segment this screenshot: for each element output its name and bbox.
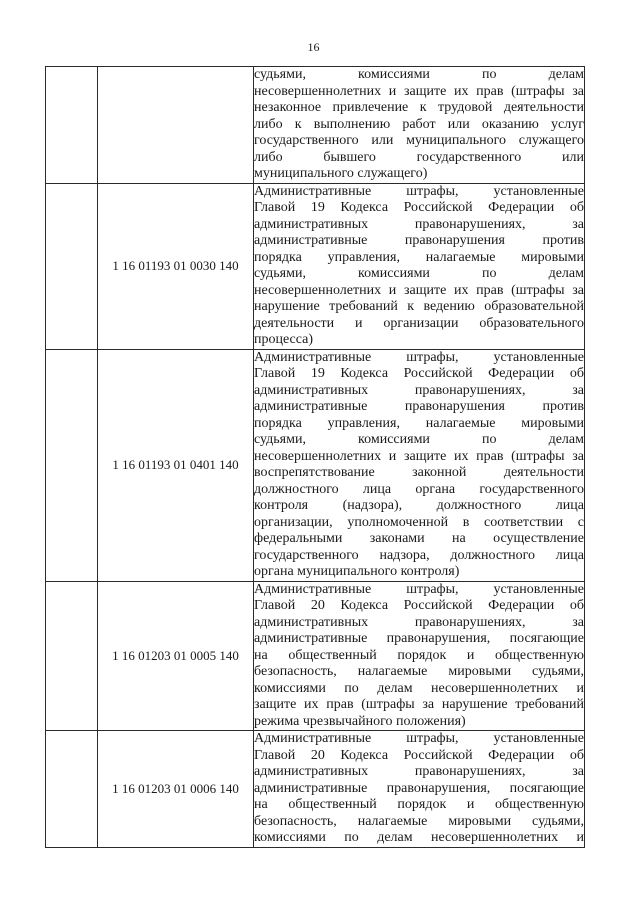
description-line: несовершеннолетних и защите их прав (штрафы за	[254, 448, 584, 464]
description-line: муниципального служащего)	[254, 166, 428, 181]
budget-code-cell: 1 16 01203 01 0006 140	[98, 731, 254, 848]
description-line: контроля (надзора), должностного лица	[254, 498, 584, 513]
description-line: воспрепятствование законной деятельности	[254, 465, 584, 480]
description-line: Административные штрафы, установленные	[254, 183, 584, 199]
description-line: Главой 19 Кодекса Российской Федерации об	[254, 200, 584, 215]
description-line: на общественный порядок и общественную	[254, 647, 584, 663]
row-number-cell	[46, 67, 98, 184]
row-number-cell	[46, 349, 98, 581]
description-line: судьями, комиссиями по делам	[254, 67, 584, 82]
table-row	[46, 67, 585, 184]
description-line: либо к выполнению работ или оказанию услуг	[254, 116, 584, 132]
description-cell	[254, 349, 585, 581]
description-line: судьями, комиссиями по делам	[254, 266, 584, 281]
row-number-cell	[46, 581, 98, 731]
description-line: нарушение требований к ведению образовательной	[254, 299, 584, 314]
budget-code-cell: 1 16 01193 01 0030 140	[98, 183, 254, 349]
budget-code-cell: 1 16 01193 01 0401 140	[98, 349, 254, 581]
table-row	[46, 349, 585, 581]
description-cell	[254, 183, 585, 349]
budget-classification-table	[45, 66, 585, 848]
description-line: Главой 20 Кодекса Российской Федерации об	[254, 747, 584, 763]
description-cell	[254, 581, 585, 731]
description-line: незаконное привлечение к трудовой деятельности	[254, 100, 584, 115]
description-line: защите их прав (штрафы за нарушение требований	[254, 697, 584, 712]
description-line: государственного надзора, должностного лица	[254, 547, 584, 563]
row-number-cell	[46, 731, 98, 848]
page-number: 16	[307, 40, 320, 54]
description-cell	[254, 731, 585, 848]
table-row	[46, 183, 585, 349]
table-row	[46, 731, 585, 848]
description-line: процесса)	[254, 332, 314, 347]
description-line: Административные штрафы, установленные	[254, 581, 584, 597]
budget-code-cell	[98, 67, 254, 184]
description-line: деятельности и организации образовательного	[254, 315, 584, 331]
description-line: органа муниципального контроля)	[254, 564, 460, 579]
description-line: административных правонарушениях, за	[254, 614, 584, 630]
description-line: Главой 19 Кодекса Российской Федерации об	[254, 366, 584, 381]
description-line: административных правонарушениях, за	[254, 216, 584, 232]
description-line: судьями, комиссиями по делам	[254, 432, 584, 447]
description-line: порядка управления, налагаемые мировыми	[254, 249, 584, 265]
description-line: должностного лица органа государственного	[254, 481, 584, 497]
budget-code-cell: 1 16 01203 01 0005 140	[98, 581, 254, 731]
description-line: государственного или муниципального служащего	[254, 133, 584, 148]
description-line: порядка управления, налагаемые мировыми	[254, 415, 584, 431]
description-line: административные правонарушения, посягающие	[254, 631, 584, 646]
description-line: федеральными законами на осуществление	[254, 531, 584, 546]
description-line: Административные штрафы, установленные	[254, 349, 584, 365]
description-line: безопасность, налагаемые мировыми судьями,	[254, 813, 584, 829]
description-line: административные правонарушения, посягающие	[254, 780, 584, 796]
table-row	[46, 581, 585, 731]
description-cell	[254, 67, 585, 184]
description-line: режима чрезвычайного положения)	[254, 713, 466, 729]
description-line: комиссиями по делам несовершеннолетних и	[254, 680, 584, 696]
description-line: организации, уполномоченной в соответствии с	[254, 514, 584, 530]
description-line: административных правонарушениях, за	[254, 764, 584, 779]
description-line: комиссиями по делам несовершеннолетних и	[254, 830, 584, 845]
description-line: административные правонарушения против	[254, 233, 584, 248]
description-line: безопасность, налагаемые мировыми судьями,	[254, 664, 584, 679]
description-line: несовершеннолетних и защите их прав (штрафы за	[254, 83, 584, 99]
description-line: либо бывшего государственного или	[254, 149, 584, 165]
description-line: административных правонарушениях, за	[254, 382, 584, 398]
description-line: несовершеннолетних и защите их прав (штрафы за	[254, 282, 584, 298]
description-line: административные правонарушения против	[254, 399, 584, 414]
row-number-cell	[46, 183, 98, 349]
description-line: Главой 20 Кодекса Российской Федерации об	[254, 598, 584, 613]
description-line: Административные штрафы, установленные	[254, 731, 584, 746]
description-line: на общественный порядок и общественную	[254, 797, 584, 812]
